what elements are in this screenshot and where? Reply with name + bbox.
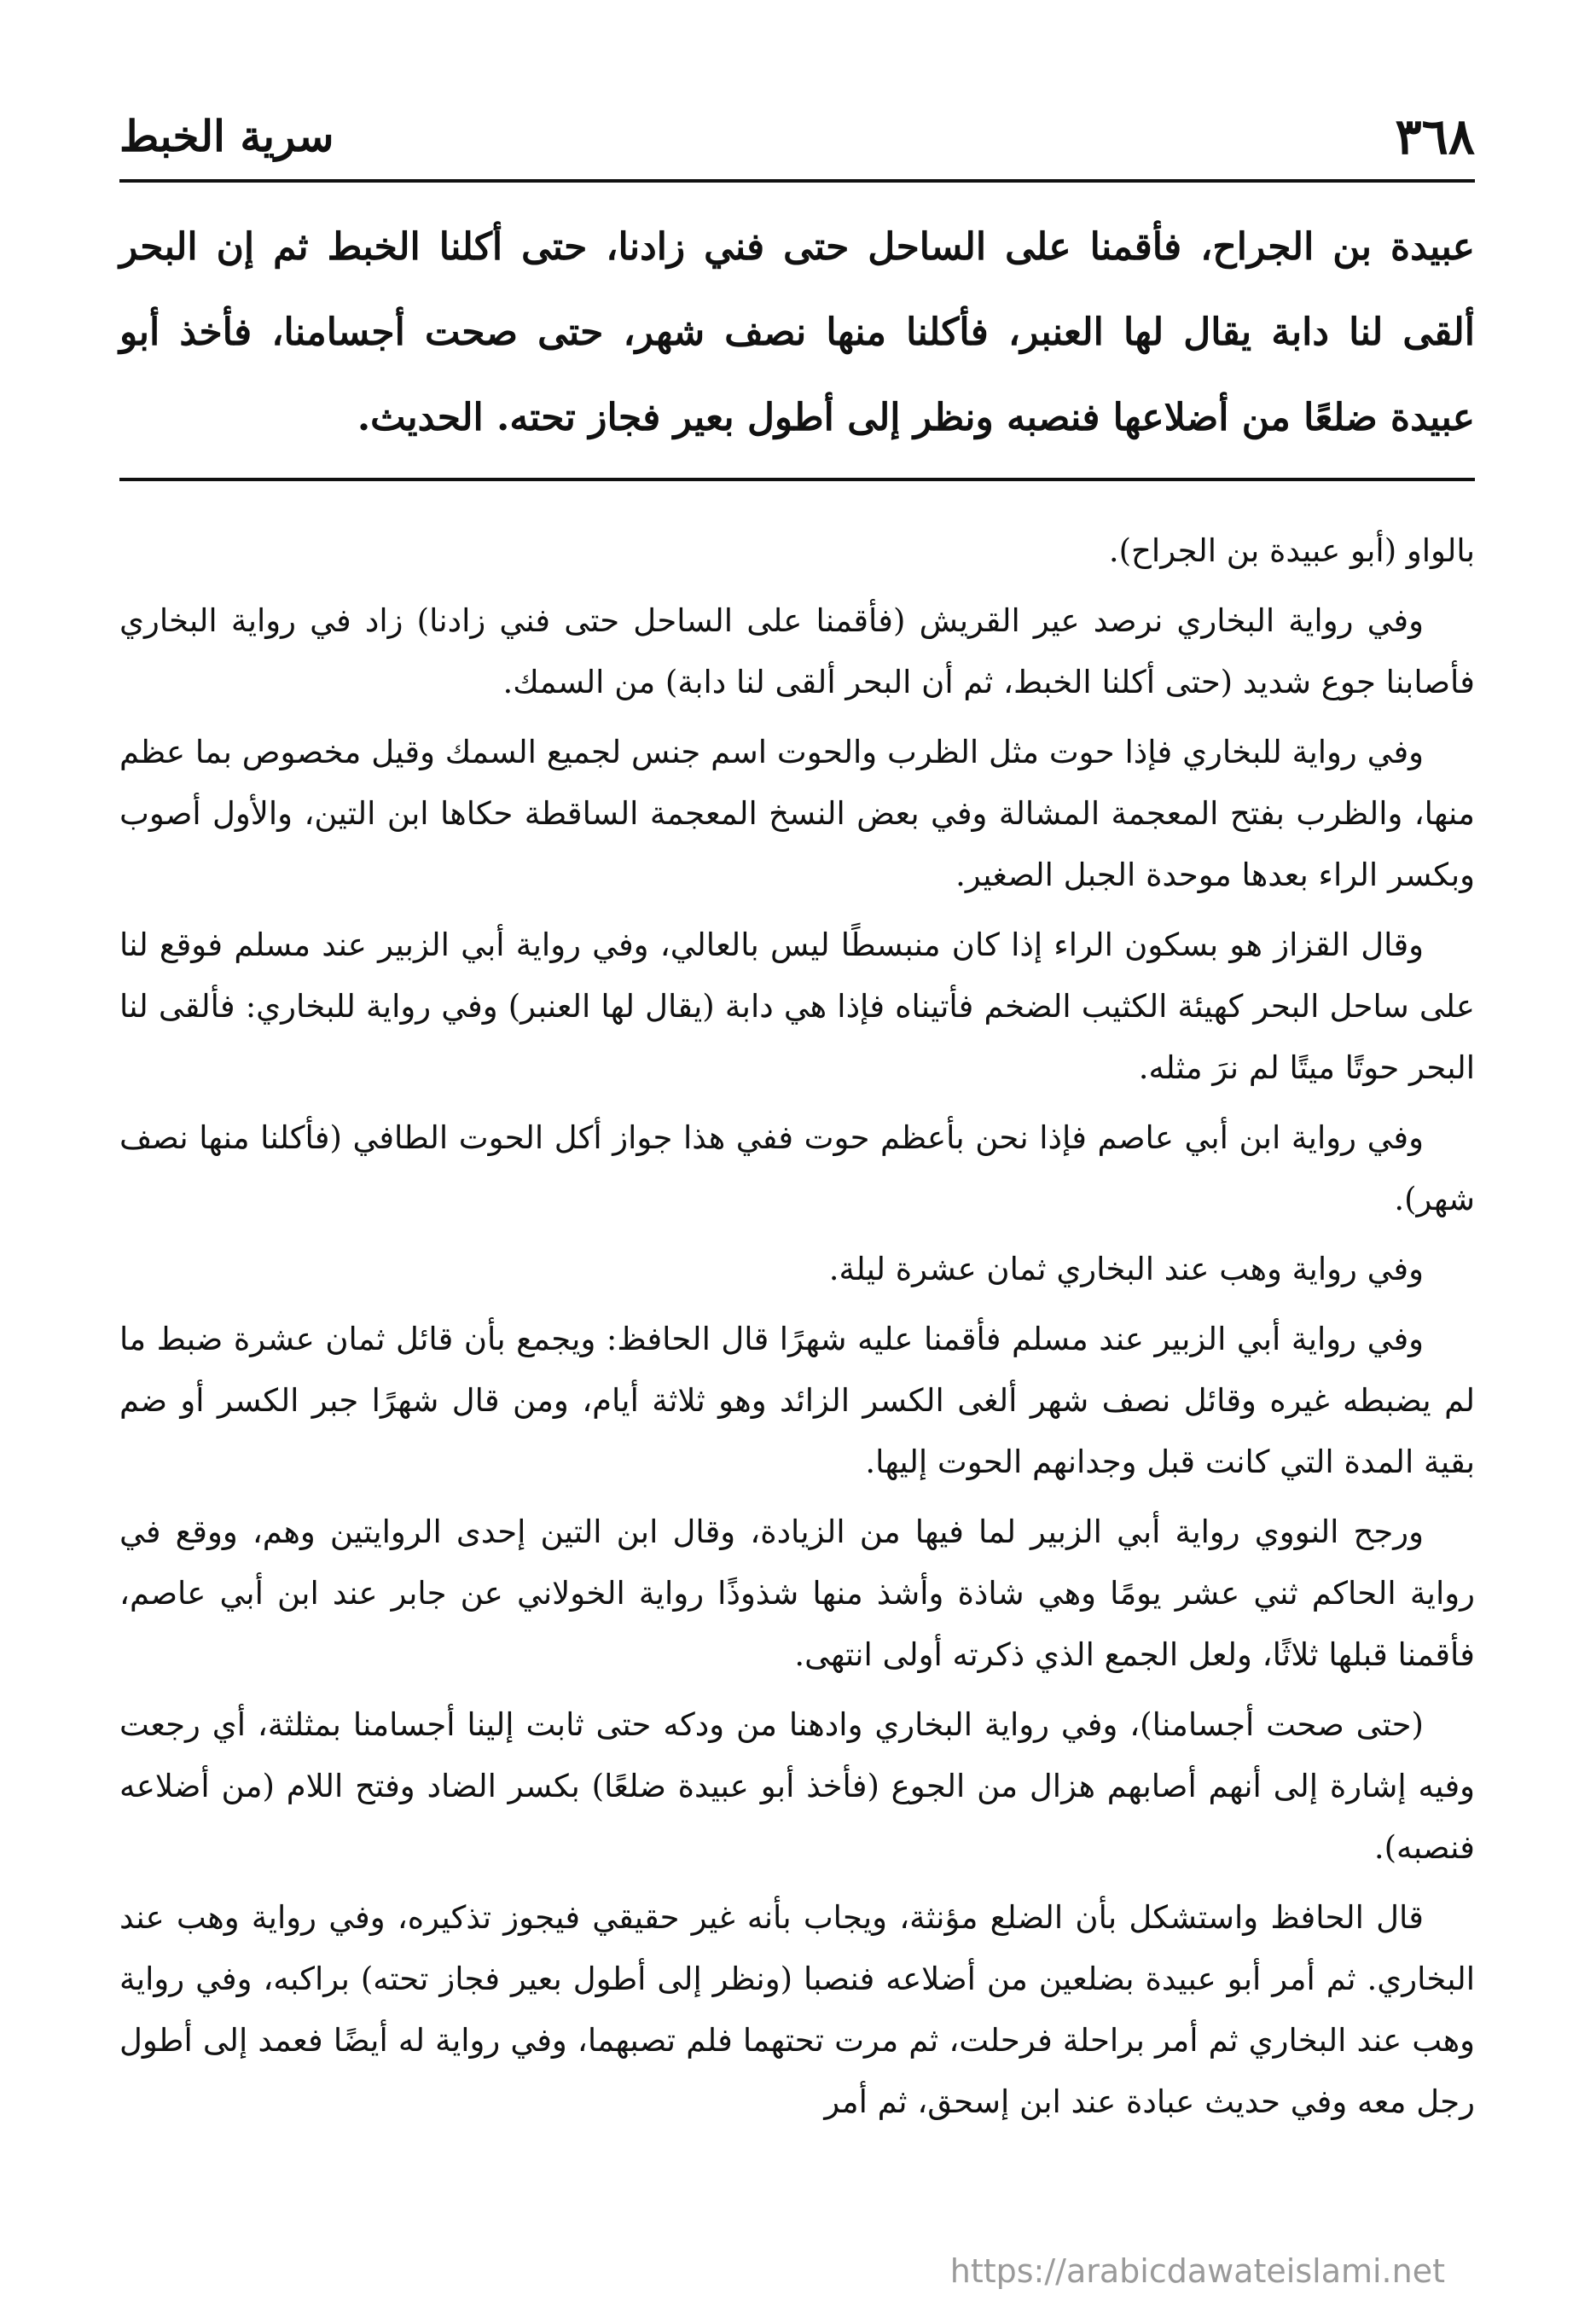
watermark-url: https://arabicdawateislami.net <box>949 2252 1445 2290</box>
commentary <box>119 520 1475 2141</box>
commentary-paragraph: وفي رواية وهب عند البخاري ثمان عشرة ليلة. <box>828 1251 1424 1287</box>
commentary-paragraph: قال الحافظ واستشكل بأن الضلع مؤنثة، ويجاب بأنه غير حقيقي فيجوز تذكيره، وفي رواية وهب عند البخاري. ثم أمر أبو عبيدة بضلعين من أضلاعه فنصبا (ونظر إلى أطول بعير فجاز تحته) براكبه، وفي رواية وهب عند البخاري ثم أمر براحلة فرحلت، ثم مرت تحتهما فلم تصبهما، وفي رواية له أيضًا فعمد إلى أطول رجل معه وفي حديث عبادة عند ابن إسحق، ثم أمر <box>119 1899 1475 2120</box>
commentary-paragraph: بالواو (أبو عبيدة بن الجراح). <box>1108 532 1475 569</box>
commentary-paragraph: وقال القزاز هو بسكون الراء إذا كان منبسطًا ليس بالعالي، وفي رواية أبي الزبير عند مسلم فوقع لنا على ساحل البحر كهيئة الكثيب الضخم فأتيناه فإذا هي دابة (يقال لها العنبر) وفي رواية للبخاري: فألقى لنا البحر حوتًا ميتًا لم نرَ مثله. <box>119 927 1475 1086</box>
page-number: ٣٦٨ <box>1395 107 1475 166</box>
running-title: سرية الخبط <box>119 111 334 161</box>
commentary-paragraph: وفي رواية ابن أبي عاصم فإذا نحن بأعظم حوت ففي هذا جواز أكل الحوت الطافي (فأكلنا منها نصف شهر). <box>119 1119 1475 1217</box>
commentary-paragraph: ورجح النووي رواية أبي الزبير لما فيها من الزيادة، وقال ابن التين إحدى الروايتين وهم، ووقع في رواية الحاكم ثني عشر يومًا وهي شاذة وأشذ منها شذوذًا رواية الخولاني عن جابر عند ابن أبي عاصم، فأقمنا قبلها ثلاثًا، ولعل الجمع الذي ذكرته أولى انتهى. <box>119 1514 1475 1673</box>
commentary-paragraph: وفي رواية للبخاري فإذا حوت مثل الظرب والحوت اسم جنس لجميع السمك وقيل مخصوص بما عظم منها، والظرب بفتح المعجمة المشالة وفي بعض النسخ المعجمة الساقطة حكاها ابن التين، والأول أصوب وبكسر الراء بعدها موحدة الجبل الصغير. <box>119 734 1475 893</box>
hadith-text: عبيدة بن الجراح، فأقمنا على الساحل حتى فني زادنا، حتى أكلنا الخبط ثم إن البحر ألقى لنا دابة يقال لها العنبر، فأكلنا منها نصف شهر، حتى صحت أجسامنا، فأخذ أبو عبيدة ضلعًا من أضلاعها فنصبه ونظر إلى أطول بعير فجاز تحته. الحديث. <box>119 225 1475 439</box>
hadith-divider <box>119 478 1475 481</box>
header-divider <box>119 179 1475 183</box>
commentary-paragraph: (حتى صحت أجسامنا)، وفي رواية البخاري وادهنا من ودكه حتى ثابت إلينا أجسامنا بمثلثة، أي رجعت وفيه إشارة إلى أنهم أصابهم هزال من الجوع (فأخذ أبو عبيدة ضلعًا) بكسر الضاد وفتح اللام (من أضلاعه فنصبه). <box>119 1706 1475 1866</box>
page-header <box>119 96 1475 177</box>
commentary-paragraph: وفي رواية البخاري نرصد عير القريش (فأقمنا على الساحل حتى فني زادنا) زاد في رواية البخاري فأصابنا جوع شديد (حتى أكلنا الخبط، ثم أن البحر ألقى لنا دابة) من السمك. <box>119 602 1475 700</box>
commentary-paragraph: وفي رواية أبي الزبير عند مسلم فأقمنا عليه شهرًا قال الحافظ: ويجمع بأن قائل ثمان عشرة ضبط ما لم يضبطه غيره وقائل نصف شهر ألغى الكسر الزائد وهو ثلاثة أيام، ومن قال شهرًا جبر الكسر أو ضم بقية المدة التي كانت قبل وجدانهم الحوت إليها. <box>119 1321 1475 1480</box>
